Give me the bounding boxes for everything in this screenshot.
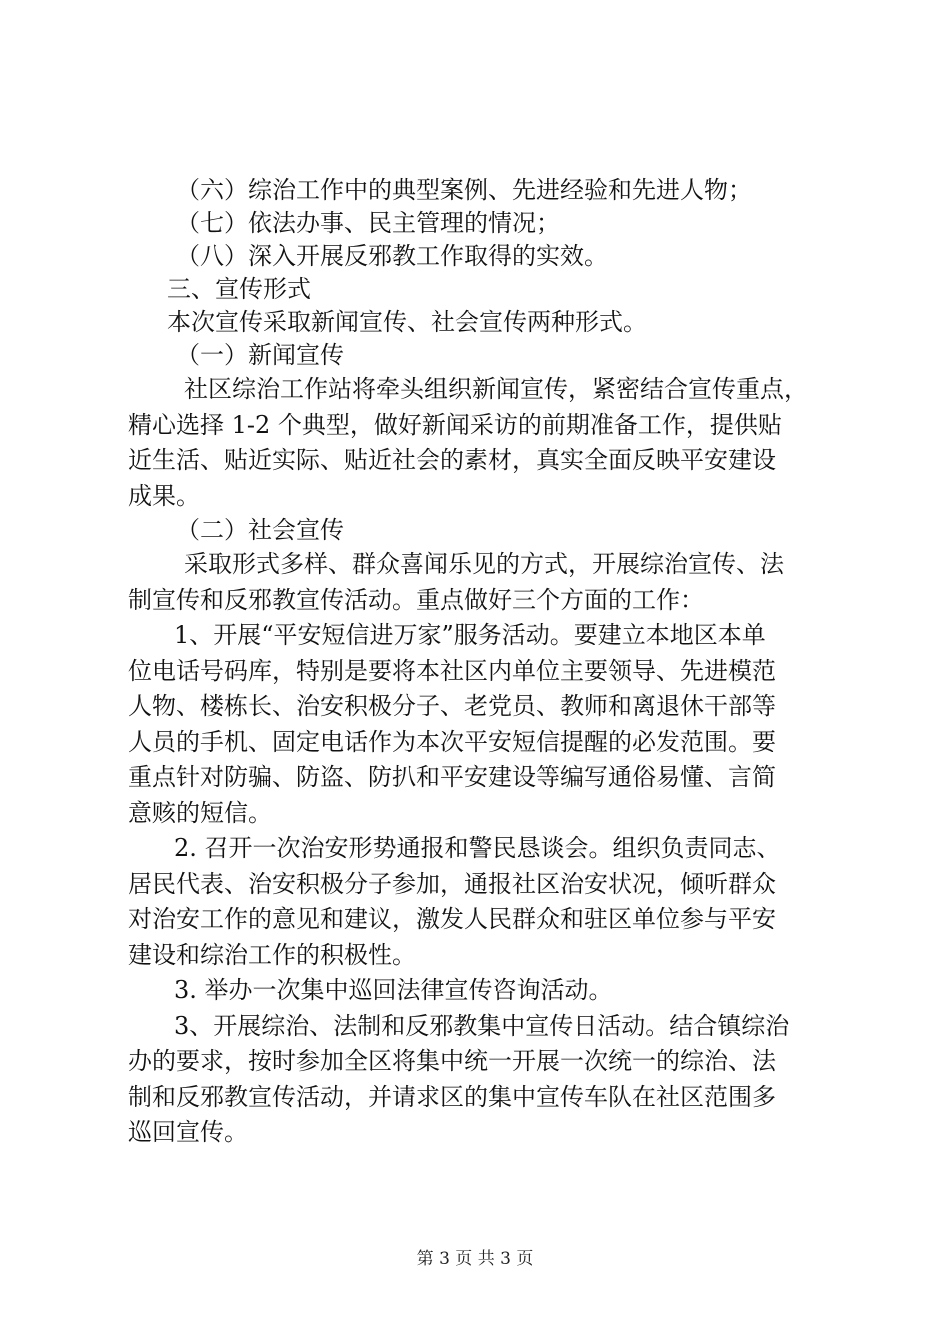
subsection-heading: （一）新闻宣传 <box>176 341 344 369</box>
text-line: 近生活、贴近实际、贴近社会的素材，真实全面反映平安建设 <box>128 446 776 474</box>
text-line: 巡回宣传。 <box>128 1118 248 1146</box>
text-line: 本次宣传采取新闻宣传、社会宣传两种形式。 <box>167 308 647 336</box>
text-line: 人员的手机、固定电话作为本次平安短信提醒的必发范围。要 <box>128 727 776 756</box>
text-line: 重点针对防骗、防盗、防扒和平安建设等编写通俗易懂、言简 <box>128 763 776 791</box>
section-heading: 三、宣传形式 <box>167 275 311 303</box>
text-line: 对治安工作的意见和建议，激发人民群众和驻区单位参与平安 <box>128 905 776 933</box>
text-line: （七）依法办事、民主管理的情况； <box>176 209 560 237</box>
text-line: 采取形式多样、群众喜闻乐见的方式，开展综治宣传、法 <box>184 550 784 578</box>
text-line: 居民代表、治安积极分子参加，通报社区治安状况，倾听群众 <box>128 869 776 898</box>
page-number-footer: 第 3 页 共 3 页 <box>416 1249 534 1269</box>
text-line: 社区综治工作站将牵头组织新闻宣传，紧密结合宣传重点， <box>184 375 808 403</box>
subsection-heading: （二）社会宣传 <box>176 516 344 544</box>
text-line: 制宣传和反邪教宣传活动。重点做好三个方面的工作： <box>128 585 704 614</box>
text-line: （六）综治工作中的典型案例、先进经验和先进人物； <box>176 176 752 204</box>
text-line: 人物、楼栋长、治安积极分子、老党员、教师和离退休干部等 <box>128 692 776 720</box>
text-line: 精心选择 1-2 个典型，做好新闻采访的前期准备工作，提供贴 <box>128 410 782 439</box>
text-line: （八）深入开展反邪教工作取得的实效。 <box>176 242 608 270</box>
text-line: 办的要求，按时参加全区将集中统一开展一次统一的综治、法 <box>128 1047 776 1075</box>
text-line: 2. 召开一次治安形势通报和警民恳谈会。组织负责同志、 <box>174 834 781 862</box>
text-line: 成果。 <box>128 481 200 510</box>
text-line: 意赅的短信。 <box>128 798 272 827</box>
text-line: 3、开展综治、法制和反邪教集中宣传日活动。结合镇综治 <box>174 1011 790 1040</box>
text-line: 制和反邪教宣传活动，并请求区的集中宣传车队在社区范围多 <box>128 1082 776 1111</box>
text-line: 3. 举办一次集中巡回法律宣传咨询活动。 <box>174 976 613 1004</box>
text-line: 位电话号码库，特别是要将本社区内单位主要领导、先进模范 <box>128 656 776 685</box>
text-line: 建设和综治工作的积极性。 <box>128 940 416 969</box>
text-line: 1、开展“平安短信进万家”服务活动。要建立本地区本单 <box>174 621 766 649</box>
document-body <box>128 174 838 1151</box>
